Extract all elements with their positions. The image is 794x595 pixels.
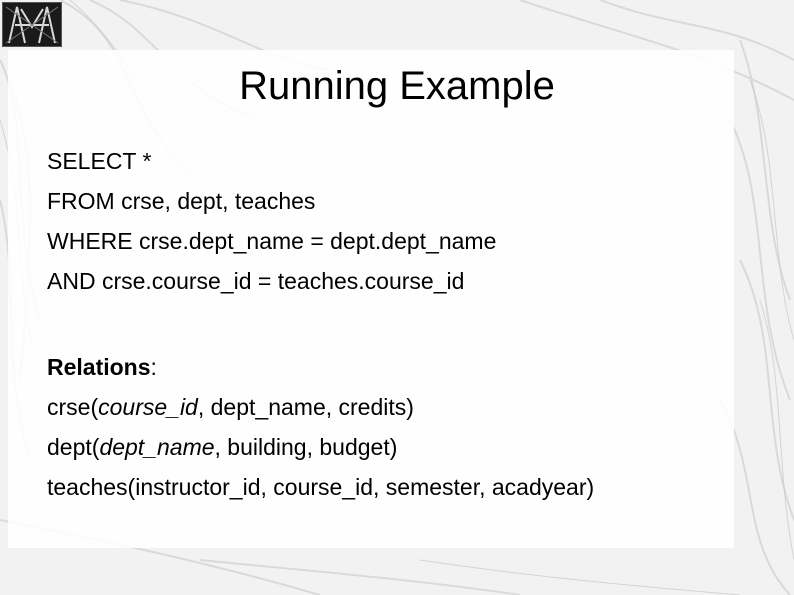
relation-dept	[47, 432, 397, 462]
relation-dept-key: dept_name	[99, 434, 215, 460]
relation-dept-rest: , building, budget)	[214, 434, 398, 460]
query-line-and: AND crse.course_id = teaches.course_id	[47, 268, 465, 294]
relation-crse	[47, 392, 414, 422]
relation-crse-rest: , dept_name, credits)	[197, 394, 414, 420]
query-line-select: SELECT *	[47, 148, 152, 174]
query-line-from: FROM crse, dept, teaches	[47, 188, 316, 214]
relations-heading	[47, 352, 157, 382]
logo-icon	[3, 3, 61, 46]
relation-teaches: teaches(instructor_id, course_id, semester, acadyear)	[47, 474, 595, 500]
relations-heading-colon: :	[150, 354, 157, 380]
query-line-where: WHERE crse.dept_name = dept.dept_name	[47, 228, 497, 254]
slide-title: Running Example	[239, 64, 555, 108]
relation-dept-name: dept(	[47, 434, 100, 460]
relation-crse-key: course_id	[98, 394, 198, 420]
logo	[2, 2, 62, 47]
relations-heading-label: Relations	[47, 354, 151, 380]
relation-crse-name: crse(	[47, 394, 99, 420]
